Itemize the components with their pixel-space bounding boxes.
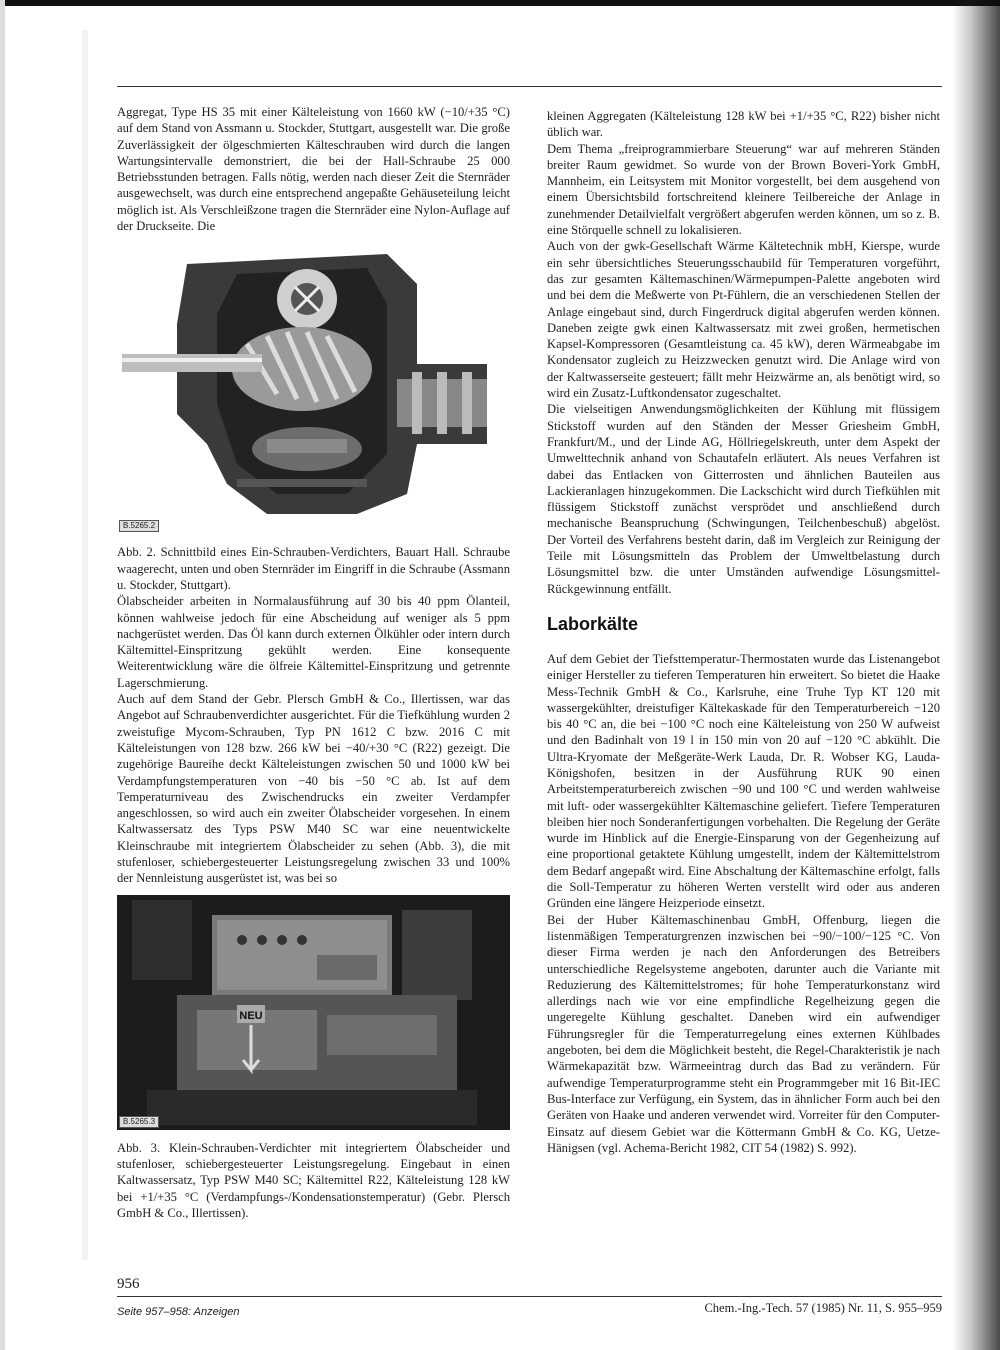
scan-right-edge xyxy=(952,0,1000,1350)
scan-left-edge xyxy=(0,0,5,1350)
figure-3-tag: B.5265.3 xyxy=(119,1116,159,1128)
figure-2-caption: Abb. 2. Schnittbild eines Ein-Schrauben-Verdichters, Bauart Hall. Schraube waagerecht, unten und oben Sternräder im Eingriff in die Schraube (Assmann u. Stockder, Stuttgart). xyxy=(117,545,510,592)
scan-shadow xyxy=(82,30,88,1260)
scan-top-edge xyxy=(0,0,1000,6)
figure-2 xyxy=(117,244,510,534)
page-number: 956 xyxy=(117,1276,140,1292)
right-paragraph-4: Die vielseitigen Anwendungsmöglichkeiten der Kühlung mit flüssigem Stickstoff wurden auf den Ständen der Messer Griesheim GmbH, Frankfurt/M., und der Linde AG, Höllriegelskreuth, unter dem Aspekt der Umwelttechnik anhand von Schautafeln erläutert. Als neues Verfahren ist dabei das Entlacken von Gitterrosten und ähnlichen Bauteilen aus Lackieranlagen hinzugekommen. Die Lackschicht wird durch Tiefkühlen mit flüssigem Stickstoff zunächst versprödet und anschließend durch mechanische Beanspruchung (Schwingungen, Teilchenbeschuß) abgelöst. Der Vorteil des Verfahrens besteht darin, daß im Vergleich zur Reinigung der Teile mit Lösungsmitteln das Problem der Umweltbelastung durch Lösungsmittel bzw. die unter Umständen aufwendige Lösungsmittel-Rückgewinnung entfällt. xyxy=(547,402,940,596)
right-paragraph-6: Bei der Huber Kältemaschinenbau GmbH, Offenburg, liegen die listenmäßigen Temperaturgrenzen inzwischen bei −90/−100/−125 °C. Von dieser Firma werden je nach den Anforderungen des Betreibers unterschiedliche Regelsysteme angeboten, darunter auch die Variante mit Reduzierung des Kältemittelstromes; für hohe Temperaturkonstanz wird allerdings nach wie vor eine empfindliche Regelheizung gegen die ungeregelte Kühlung geschaltet. Daneben wird ein aufwendiger Führungsregler für die Temperaturregelung eines externen Kühlbades angeboten, bei dem die Möglichkeit besteht, die Regel-Charakteristik je nach Wärmekapazität bzw. Wärmeeintrag durch das Bad zu verändern. Für aufwendige Temperaturprogramme steht ein Programmgeber mit 16 Bit-IEC Bus-Interface zur Verfügung, ein System, das in ähnlicher Form auch bei den Geräten von Haake und anderen verwendet wird. Vorreiter für den Computer-Einsatz auf diesem Gebiet war die Köttermann GmbH & Co. KG, Uetze-Hänigsen (vgl. Achema-Bericht 1982, CIT 54 (1982) S. 992). xyxy=(547,912,940,1155)
header-rule xyxy=(117,86,942,87)
right-column xyxy=(547,108,940,1156)
right-paragraph-2: Dem Thema „freiprogrammierbare Steuerung“ war auf mehreren Ständen breiter Raum gewidmet. So wurde von der Brown Boveri-York GmbH, Mannheim, ein Leitsystem mit Monitor vorgestellt, bei dem ausgehend von einem Übersichtsbild fortschreitend kleinere Teilbereiche der Anlage in zunehmender Detailvielfalt vergrößert abgerufen werden können, um so z. B. eine Störquelle schnell zu lokalisieren. xyxy=(547,141,940,238)
left-paragraph-3: Auch auf dem Stand der Gebr. Plersch GmbH & Co., Illertissen, war das Angebot auf Schraubenverdichter ausgerichtet. Für die Tiefkühlung wurden 2 zweistufige Mycom-Schrauben, Typ PN 1612 C bzw. 2016 C mit Kälteleistungen von 128 bzw. 266 kW bei −40/+30 °C (R22) gezeigt. Die zugehörige Baureihe deckt Kälteleistungen zwischen 50 und 1000 kW bei Verdampfungstemperaturen von −40 bis −50 °C ab. Ist auf dem Temperaturniveau des Zwischendrucks ein zweiter Verdampfer angeschlossen, so wird auch ein zweiter Ölabscheider vorgesehen. In einem Kaltwassersatz des Typs PSW M40 SC war eine neuentwickelte Kleinschraube mit integriertem Ölabscheider zu sehen (Abb. 3), die mit stufenloser, schiebergesteuerter Leistungsregelung zwischen 33 und 100% der Nennleistung ausgerüstet ist, was bei so xyxy=(117,692,510,886)
left-column xyxy=(117,104,510,1221)
right-paragraph-5: Auf dem Gebiet der Tiefsttemperatur-Thermostaten wurde das Listenangebot einiger Hersteller zu tieferen Temperaturen hin erweitert. So bietet die Haake Mess-Technik GmbH & Co., Karlsruhe, eine Truhe Typ KT 120 mit wassergekühlter, dreistufiger Kältekaskade für den Temperaturbereich −120 bis 40 °C an, die bei −100 °C noch eine Kälteleistung von 250 W aufweist und den Badinhalt von 19 l in 150 min von 20 auf −120 °C abkühlt. Die Ultra-Kryomate der Meßgeräte-Werk Lauda, Dr. R. Wobser KG, Lauda-Königshofen, besitzen in der Ausführung RUK 90 einen Arbeitstemperaturbereich zwischen −90 und 100 °C und werden wahlweise mit luft- oder wassergekühlter Kältemaschine geliefert. Tiefere Temperaturen bleiben hier noch Sonderanfertigungen vorbehalten. Die Regelung der Geräte wurde im Hinblick auf die Energie-Einsparung von der Gegenheizung auf eine proportional getaktete Kühlung umgestellt, indem der Kältemittelstrom dem Bedarf angepaßt wird. Eine Abschaltung der Kältemaschine erfolgt, falls die Soll-Temperatur zu höheren Werten verstellt wird oder aus anderen Gründen eine längere Heizperiode einsetzt. xyxy=(547,651,940,911)
left-paragraph-1: Aggregat, Type HS 35 mit einer Kälteleistung von 1660 kW (−10/+35 °C) auf dem Stand von Assmann u. Stockder, Stuttgart, ausgestellt war. Die große Zuverlässigkeit der ölgeschmierten Kälteschrauben wird durch die langen Wartungsintervalle demonstriert, die bei der Hall-Schraube 25 000 Betriebsstunden betragen. Falls nötig, werden nach dieser Zeit die Sternräder ausgewechselt, was durch eine entsprechend angepaßte Gehäuseteilung leicht möglich ist. Als Verschleißzone tragen die Sternräder eine Nylon-Auflage auf der Druckseite. Die xyxy=(117,105,510,234)
document-page xyxy=(117,86,942,1326)
left-paragraph-2: Ölabscheider arbeiten in Normalausführung auf 30 bis 40 ppm Ölanteil, können wahlweise jedoch für eine Abscheidung auf weniger als 5 ppm nachgerüstet werden. Das Öl kann durch externen Ölkühler oder intern durch Kältemittel-Einspritzung gekühlt werden. Eine konsequente Weiterentwicklung wäre die ölfreie Kältemittel-Einspritzung und getrennte Lagerschmierung. xyxy=(117,594,510,690)
ad-note: Seite 957–958: Anzeigen xyxy=(117,1306,240,1318)
section-heading-laborkaelte: Laborkälte xyxy=(547,613,639,634)
figure-3 xyxy=(117,895,510,1130)
compressor-cutaway-image xyxy=(117,244,510,534)
chiller-unit-photo xyxy=(117,895,510,1130)
figure-2-tag: B.5265.2 xyxy=(119,520,159,532)
neu-label: NEU xyxy=(239,1009,263,1022)
journal-reference: Chem.-Ing.-Tech. 57 (1985) Nr. 11, S. 955–959 xyxy=(704,1301,942,1315)
figure-3-caption: Abb. 3. Klein-Schrauben-Verdichter mit integriertem Ölabscheider und stufenloser, schiebergesteuerter Leistungsregelung. Eingebaut in einen Kaltwassersatz, Typ PSW M40 SC; Kältemittel R22, Kälteleistung 128 kW bei +1/+35 °C (Verdampfungs-/Kondensationstemperatur) (Gebr. Plersch GmbH & Co., Illertissen). xyxy=(117,1140,510,1220)
footer-rule xyxy=(117,1296,942,1297)
right-paragraph-3: Auch von der gwk-Gesellschaft Wärme Kältetechnik mbH, Kierspe, wurde ein sehr übersichtliches Steuerungsschaubild für Temperaturen vorgeführt, das zur gesamten Kältemaschinen/Wärmepumpen-Palette angeboten wird und bei dem die Meßwerte von Pt-Fühlern, die an verschiedenen Stellen der Anlage eingebaut sind, durch Fingerdruck digital abgerufen werden können. Daneben zeigte gwk einen Kaltwassersatz mit zwei großen, hermetischen Kapsel-Kompressoren (Gesamtleistung ca. 45 kW), deren Wärmeabgabe im Kondensator zugleich zu Heizzwecken genutzt wird. Die Anlage wird von der Kaltwasserseite gesteuert; fällt mehr Heizwärme an, als benötigt wird, so wird ein Zusatz-Luftkondensator zugeschaltet. xyxy=(547,239,940,401)
right-paragraph-1: kleinen Aggregaten (Kälteleistung 128 kW bei +1/+35 °C, R22) bisher nicht üblich war. xyxy=(547,109,940,140)
